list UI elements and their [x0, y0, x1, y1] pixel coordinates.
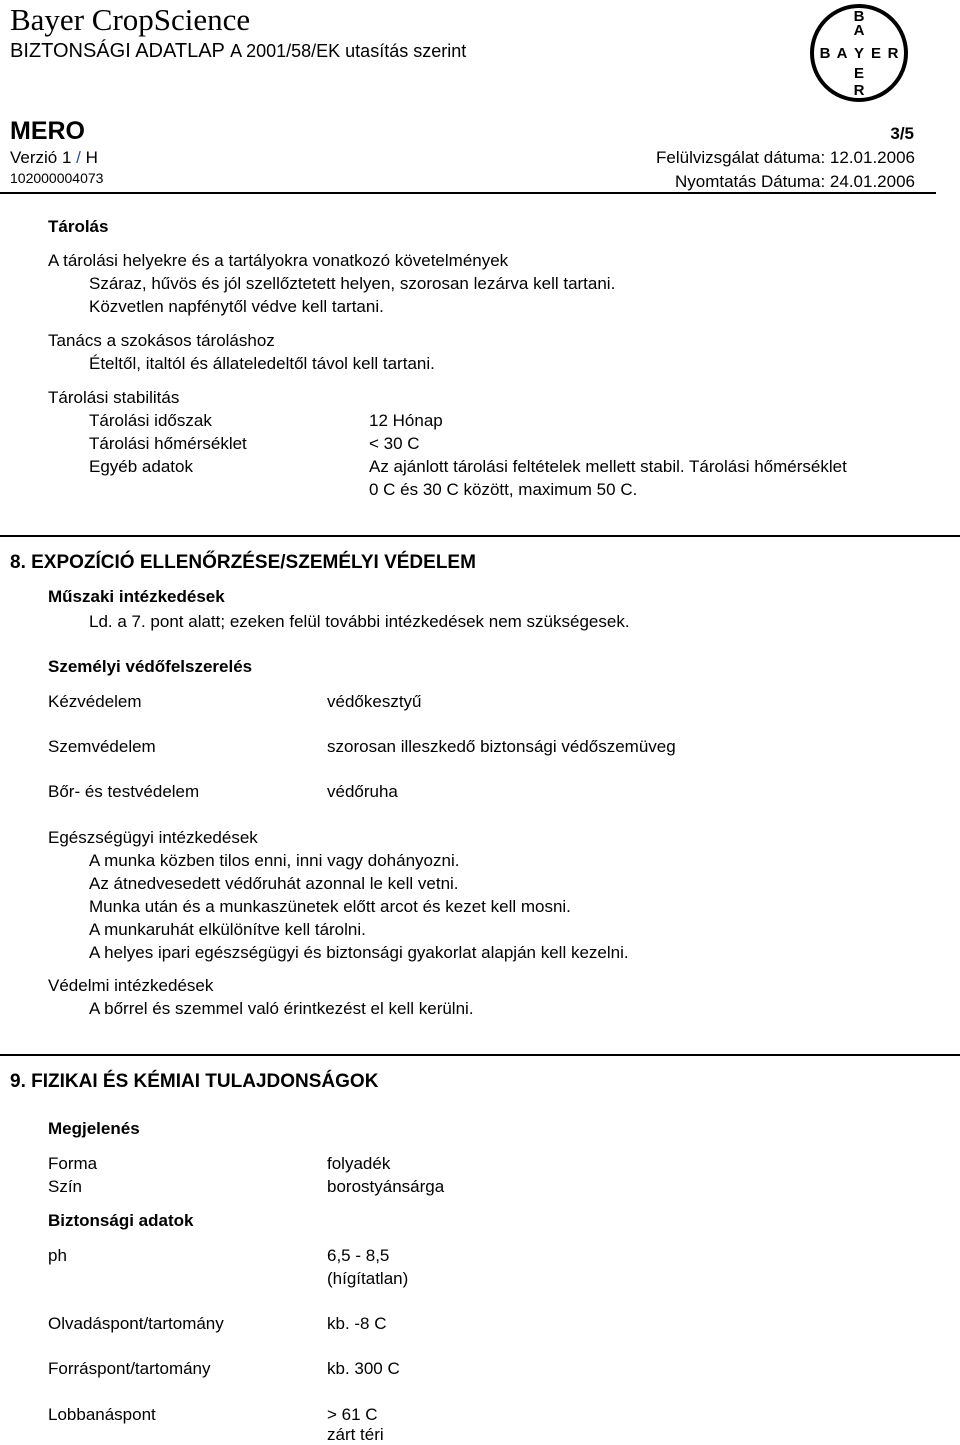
document-number: 102000004073	[10, 170, 104, 186]
skin-protection-value: védőruha	[327, 782, 398, 801]
storage-period-label: Tárolási időszak	[89, 411, 212, 430]
ppe-title: Személyi védőfelszerelés	[48, 657, 253, 676]
storage-heading: Tárolás	[48, 217, 109, 236]
doc-title-main: BIZTONSÁGI ADATLAP	[10, 40, 225, 62]
boiling-point-label: Forráspont/tartomány	[48, 1359, 211, 1378]
form-label: Forma	[48, 1154, 98, 1173]
storage-req-line: Száraz, hűvös és jól szellőztetett helyen, szorosan lezárva kell tartani.	[89, 274, 616, 293]
review-date: Felülvizsgálat dátuma: 12.01.2006	[656, 148, 915, 167]
tech-measures-title: Műszaki intézkedések	[48, 587, 225, 606]
hygiene-line: A helyes ipari egészségügyi és biztonsági gyakorlat alapján kell kezelni.	[89, 943, 629, 962]
hand-protection-label: Kézvédelem	[48, 692, 142, 711]
logo-letter: R	[853, 82, 865, 99]
storage-period-value: 12 Hónap	[369, 411, 443, 430]
protective-measures-title: Védelmi intézkedések	[48, 976, 214, 995]
product-name: MERO	[10, 117, 85, 145]
section-divider	[0, 1054, 960, 1056]
skin-protection-label: Bőr- és testvédelem	[48, 782, 200, 801]
section-divider	[0, 535, 960, 537]
tech-measures-line: Ld. a 7. pont alatt; ezeken felül további intézkedések nem szükségesek.	[89, 612, 630, 631]
hygiene-title: Egészségügyi intézkedések	[48, 828, 258, 847]
logo-letter: B	[819, 45, 831, 62]
storage-advice-title: Tanács a szokásos tároláshoz	[48, 331, 275, 350]
storage-advice-line: Ételtől, italtól és állateledeltől távol kell tartani.	[89, 354, 435, 373]
eye-protection-label: Szemvédelem	[48, 737, 156, 756]
storage-req-title: A tárolási helyekre és a tartályokra vonatkozó követelmények	[48, 251, 509, 270]
color-label: Szín	[48, 1177, 83, 1196]
hand-protection-value: védőkesztyű	[327, 692, 422, 711]
appearance-title: Megjelenés	[48, 1119, 140, 1138]
section-8-heading: 8. EXPOZÍCIÓ ELLENŐRZÉSE/SZEMÉLYI VÉDELEM	[10, 552, 476, 573]
logo-letter: A	[853, 22, 865, 39]
logo-letter: B	[853, 8, 865, 25]
boiling-point-value: kb. 300 C	[327, 1359, 400, 1378]
version	[10, 148, 98, 168]
flash-point-value: > 61 C	[327, 1405, 378, 1424]
eye-protection-value: szorosan illeszkedő biztonsági védőszemüveg	[327, 737, 676, 756]
logo-letter: Y	[853, 45, 865, 62]
flash-point-label: Lobbanáspont	[48, 1405, 156, 1424]
storage-stability-title: Tárolási stabilitás	[48, 388, 180, 407]
melting-point-value: kb. -8 C	[327, 1314, 387, 1333]
ph-value: 6,5 - 8,5	[327, 1246, 390, 1265]
storage-temp-value: < 30 C	[369, 434, 420, 453]
section-9-heading: 9. FIZIKAI ÉS KÉMIAI TULAJDONSÁGOK	[10, 1071, 379, 1092]
safety-data-title: Biztonsági adatok	[48, 1211, 194, 1230]
flash-point-note: zárt téri	[327, 1425, 384, 1444]
logo-letter: E	[853, 65, 865, 82]
storage-temp-label: Tárolási hőmérséklet	[89, 434, 247, 453]
hygiene-line: Az átnedvesedett védőruhát azonnal le kell vetni.	[89, 874, 459, 893]
version-label: Verzió 1	[10, 148, 77, 167]
doc-title-suffix: A 2001/58/EK utasítás szerint	[230, 41, 467, 61]
storage-req-line: Közvetlen napfénytől védve kell tartani.	[89, 297, 384, 316]
logo-letter: A	[836, 45, 848, 62]
company-name: Bayer CropScience	[10, 2, 251, 37]
version-suffix: H	[80, 148, 98, 167]
logo-letter: R	[887, 45, 899, 62]
melting-point-label: Olvadáspont/tartomány	[48, 1314, 224, 1333]
logo-letter: E	[870, 45, 882, 62]
page-number: 3/5	[890, 124, 914, 143]
storage-other-value: 0 C és 30 C között, maximum 50 C.	[369, 480, 638, 499]
protective-measures-line: A bőrrel és szemmel való érintkezést el kell kerülni.	[89, 999, 474, 1018]
hygiene-line: A munka közben tilos enni, inni vagy dohányozni.	[89, 851, 460, 870]
hygiene-line: A munkaruhát elkülönítve kell tárolni.	[89, 920, 366, 939]
storage-other-label: Egyéb adatok	[89, 457, 193, 476]
hygiene-line: Munka után és a munkaszünetek előtt arcot és kezet kell mosni.	[89, 897, 571, 916]
print-date: Nyomtatás Dátuma: 24.01.2006	[674, 172, 915, 191]
color-value: borostyánsárga	[327, 1177, 445, 1196]
header-divider	[0, 192, 936, 194]
document-title	[10, 40, 466, 63]
form-value: folyadék	[327, 1154, 391, 1173]
ph-note: (hígítatlan)	[327, 1269, 409, 1288]
ph-label: ph	[48, 1246, 67, 1265]
version-slash: /	[76, 148, 81, 167]
bayer-logo	[808, 2, 910, 104]
storage-other-value: Az ajánlott tárolási feltételek mellett stabil. Tárolási hőmérséklet	[369, 457, 847, 476]
